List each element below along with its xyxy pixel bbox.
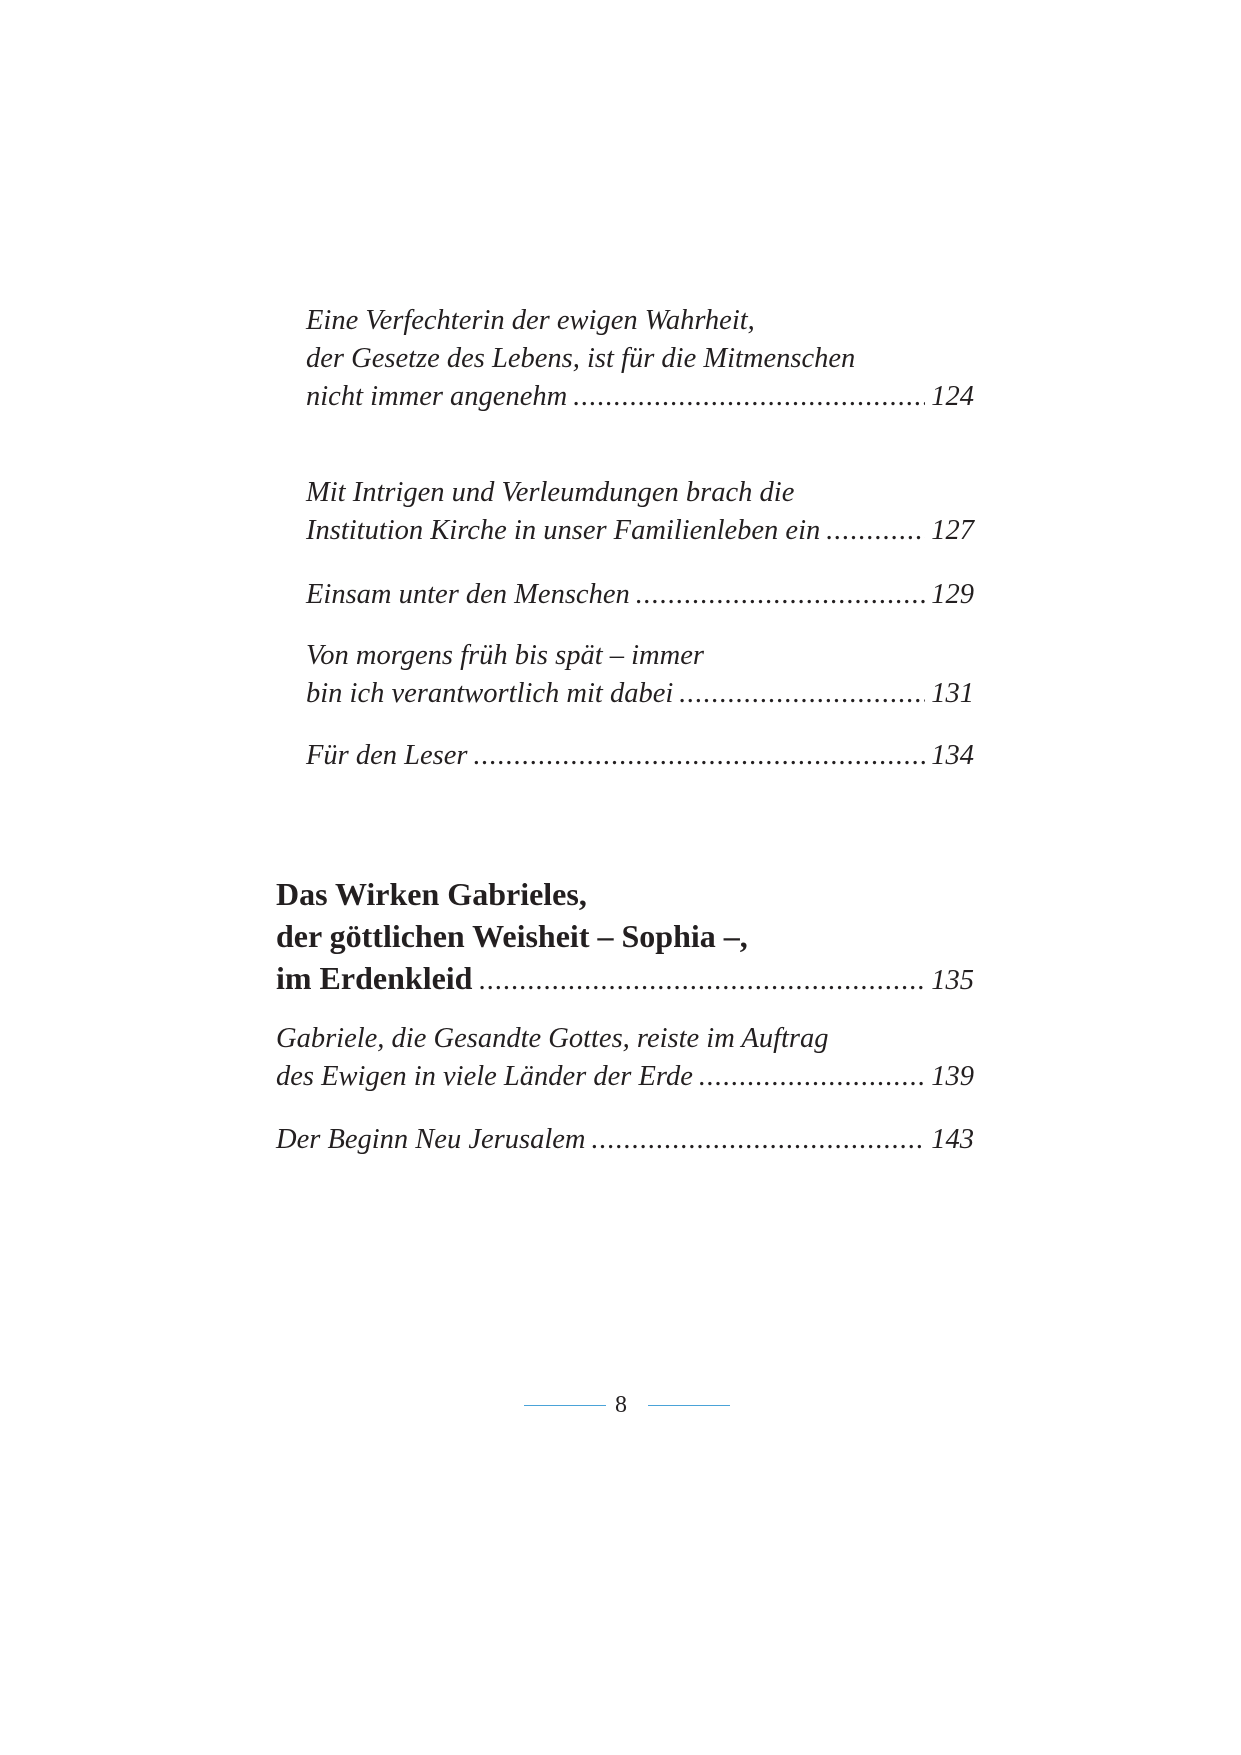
toc-page-number: 134	[931, 740, 974, 771]
toc-entry	[306, 474, 974, 550]
section-heading-line: Das Wirken Gabrieles,	[276, 876, 587, 912]
toc-entry-line: Mit Intrigen und Verleumdungen brach die	[306, 477, 795, 508]
toc-entry-line: des Ewigen in viele Länder der Erde	[276, 1061, 693, 1092]
dot-leader	[478, 960, 925, 1002]
dot-leader	[826, 512, 925, 550]
page-footer	[0, 1390, 1241, 1420]
toc-page-number: 143	[931, 1124, 974, 1155]
toc-entry-line: Der Beginn Neu Jerusalem	[276, 1124, 586, 1155]
toc-section-heading	[276, 873, 974, 999]
dot-leader	[699, 1058, 925, 1096]
toc-entry	[276, 1121, 974, 1159]
toc-page-number: 127	[931, 515, 974, 546]
section-heading-line: der göttlichen Weisheit – Sophia –,	[276, 918, 748, 954]
toc-entry	[306, 637, 974, 713]
toc-page-number: 124	[931, 381, 974, 412]
toc-page-number: 131	[931, 678, 974, 709]
toc-entry-line: der Gesetze des Lebens, ist für die Mitmenschen	[306, 343, 856, 374]
dot-leader	[591, 1121, 925, 1159]
toc-entry-line: Von morgens früh bis spät – immer	[306, 640, 704, 671]
toc-entry	[306, 576, 974, 614]
section-heading-line: im Erdenkleid	[276, 960, 473, 996]
toc-entry	[306, 302, 974, 416]
dot-leader	[636, 576, 926, 614]
toc-page-number: 129	[931, 579, 974, 610]
dot-leader	[473, 737, 925, 775]
toc-entry-line: Eine Verfechterin der ewigen Wahrheit,	[306, 305, 755, 336]
footer-rule-right	[648, 1405, 730, 1406]
toc-entry-line: Institution Kirche in unser Familienleben ein	[306, 515, 821, 546]
page-number: 8	[615, 1392, 627, 1418]
toc-page-number: 139	[931, 1061, 974, 1092]
toc-entry-line: bin ich verantwortlich mit dabei	[306, 678, 674, 709]
toc-entry	[276, 1020, 974, 1096]
toc-entry-line: nicht immer angenehm	[306, 381, 568, 412]
toc-entry-line: Einsam unter den Menschen	[306, 579, 630, 610]
footer-rule-left	[524, 1405, 606, 1406]
dot-leader	[679, 675, 925, 713]
toc-entry-line: Für den Leser	[306, 740, 468, 771]
toc-page-number: 135	[931, 965, 974, 996]
toc-entry	[306, 737, 974, 775]
dot-leader	[573, 378, 925, 416]
toc-entry-line: Gabriele, die Gesandte Gottes, reiste im Auftrag	[276, 1023, 829, 1054]
